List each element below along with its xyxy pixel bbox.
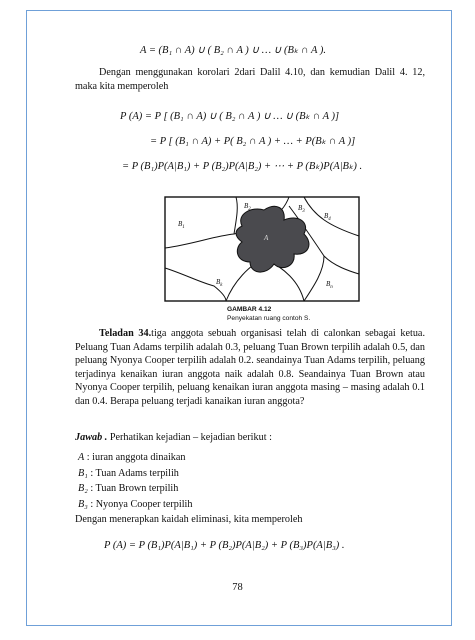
event-desc: : Tuan Brown terpilih bbox=[87, 483, 179, 495]
equation-pa-line1: P (A) = P [ (B₁ ∩ A) ∪ ( B₂ ∩ A ) ∪ … ∪ (Bₖ ∩ A )] bbox=[120, 111, 340, 122]
caption-title: GAMBAR 4.12 bbox=[227, 306, 272, 313]
label-b1: $B_1$ bbox=[178, 220, 185, 230]
list-item bbox=[78, 481, 192, 497]
label-a: A bbox=[264, 234, 269, 242]
example-title: Teladan 34. bbox=[99, 328, 152, 339]
list-item bbox=[78, 497, 192, 513]
event-symbol: B₃ bbox=[78, 498, 88, 510]
answer-text: Perhatikan kejadian – kejadian berikut : bbox=[107, 432, 272, 443]
event-desc: : Nyonya Cooper terpilih bbox=[87, 498, 193, 510]
list-item bbox=[78, 466, 192, 482]
label-b2: $B_2$ bbox=[244, 202, 251, 212]
figure-partition-diagram bbox=[164, 196, 360, 302]
partition-diagram-svg bbox=[164, 196, 360, 302]
paragraph-corollary: Dengan menggunakan korolari 2dari Dalil 4.10, dan kemudian Dalil 4. 12, maka kita memperoleh bbox=[75, 67, 425, 92]
equation-final: P (A) = P (B₁)P(A|B₁) + P (B₂)P(A|B₂) + P (B₃)P(A|B₃) . bbox=[104, 540, 345, 551]
paragraph-elimination: Dengan menerapkan kaidah eliminasi, kita memperoleh bbox=[75, 514, 303, 525]
figure-caption bbox=[227, 305, 310, 323]
caption-text: Penyekatan ruang contoh S. bbox=[227, 315, 311, 322]
page-number: 78 bbox=[232, 582, 243, 593]
equation-partition: A = (B₁ ∩ A) ∪ ( B₂ ∩ A ) ∪ … ∪ (Bₖ ∩ A ). bbox=[140, 45, 326, 56]
event-desc: : iuran anggota dinaikan bbox=[84, 452, 186, 463]
equation-pa-line2: = P [ (B₁ ∩ A) + P( B₂ ∩ A ) + … + P(Bₖ ∩ A )] bbox=[150, 136, 356, 147]
label-bn: $B_n$ bbox=[326, 280, 333, 290]
label-b3: $B_3$ bbox=[298, 204, 305, 214]
equation-pa-line3: = P (B₁)P(A|B₁) + P (B₂)P(A|B₂) + ⋯ + P (Bₖ)P(A|Bₖ) . bbox=[122, 161, 363, 172]
list-item bbox=[78, 450, 192, 466]
event-symbol: A bbox=[78, 452, 85, 463]
event-list bbox=[78, 450, 192, 512]
label-b4: $B_4$ bbox=[324, 212, 331, 222]
paragraph-answer bbox=[75, 431, 425, 445]
example-body: tiga anggota sebuah organisasi telah di calonkan sebagai ketua. Peluang Tuan Adams terpilih adalah 0.3, peluang Tuan Brown terpilih adalah 0.5, dan peluang Nyonya Cooper terpilih adalah 0.2. seandainya Tuan Adams terpilih, peluang terjadinya kenaikan iuran anggota naik adalah 0.8. Seandainya Tuan Brown atau Nyonya Cooper terpilih, peluang kenaikan iuran anggota masing – masing adalah 0.1 dan 0.4. Berapa peluang terjadi kanaikan iuran anggota? bbox=[75, 328, 425, 407]
event-desc: : Tuan Adams terpilih bbox=[87, 467, 179, 479]
answer-label: Jawab . bbox=[75, 432, 108, 443]
event-symbol: B₁ bbox=[78, 467, 88, 479]
paragraph-example bbox=[75, 327, 425, 409]
event-symbol: B₂ bbox=[78, 483, 88, 495]
label-bk: $B_k$ bbox=[216, 278, 223, 288]
